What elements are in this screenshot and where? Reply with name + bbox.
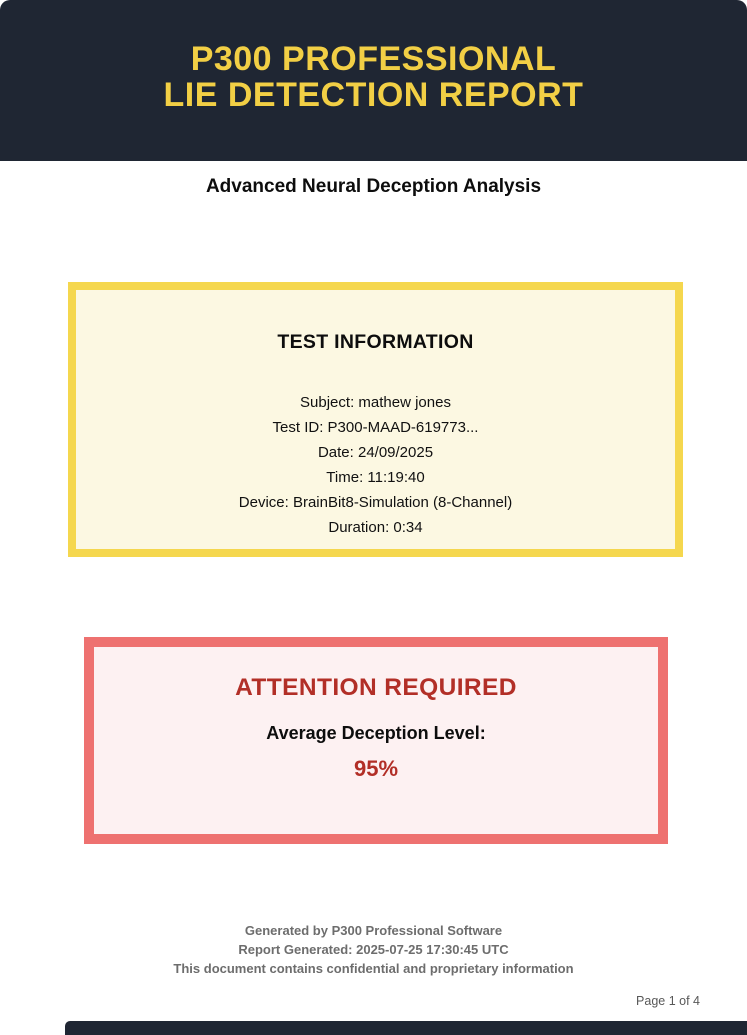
report-subtitle: Advanced Neural Deception Analysis xyxy=(205,176,542,197)
report-header xyxy=(0,0,747,161)
info-line-duration: Duration: 0:34 xyxy=(328,519,423,536)
info-line-time: Time: 11:19:40 xyxy=(326,469,425,486)
footer-line-report-generated: Report Generated: 2025-07-25 17:30:45 UTC xyxy=(238,942,509,957)
info-line-test-id: Test ID: P300-MAAD-619773... xyxy=(272,419,479,436)
report-title xyxy=(164,41,584,113)
info-line-date: Date: 24/09/2025 xyxy=(317,444,434,461)
info-line-device: Device: BrainBit8-Simulation (8-Channel) xyxy=(238,494,513,511)
report-title-line2: LIE DETECTION REPORT xyxy=(163,75,584,114)
deception-level-value: 95% xyxy=(353,756,399,781)
deception-level-label: Average Deception Level: xyxy=(266,723,486,743)
page-number: Page 1 of 4 xyxy=(636,994,700,1008)
test-information-heading: TEST INFORMATION xyxy=(277,331,474,353)
footer-line-confidential: This document contains confidential and proprietary information xyxy=(173,961,574,976)
report-title-line1: P300 PROFESSIONAL xyxy=(190,39,557,78)
test-information-lines xyxy=(76,390,675,540)
info-line-subject: Subject: mathew jones xyxy=(300,394,451,411)
test-information-panel xyxy=(68,282,683,557)
attention-heading: ATTENTION REQUIRED xyxy=(235,674,517,701)
attention-panel xyxy=(84,637,668,844)
report-footer xyxy=(0,921,747,978)
bottom-page-band xyxy=(65,1021,747,1035)
footer-line-generated-by: Generated by P300 Professional Software xyxy=(244,923,503,938)
